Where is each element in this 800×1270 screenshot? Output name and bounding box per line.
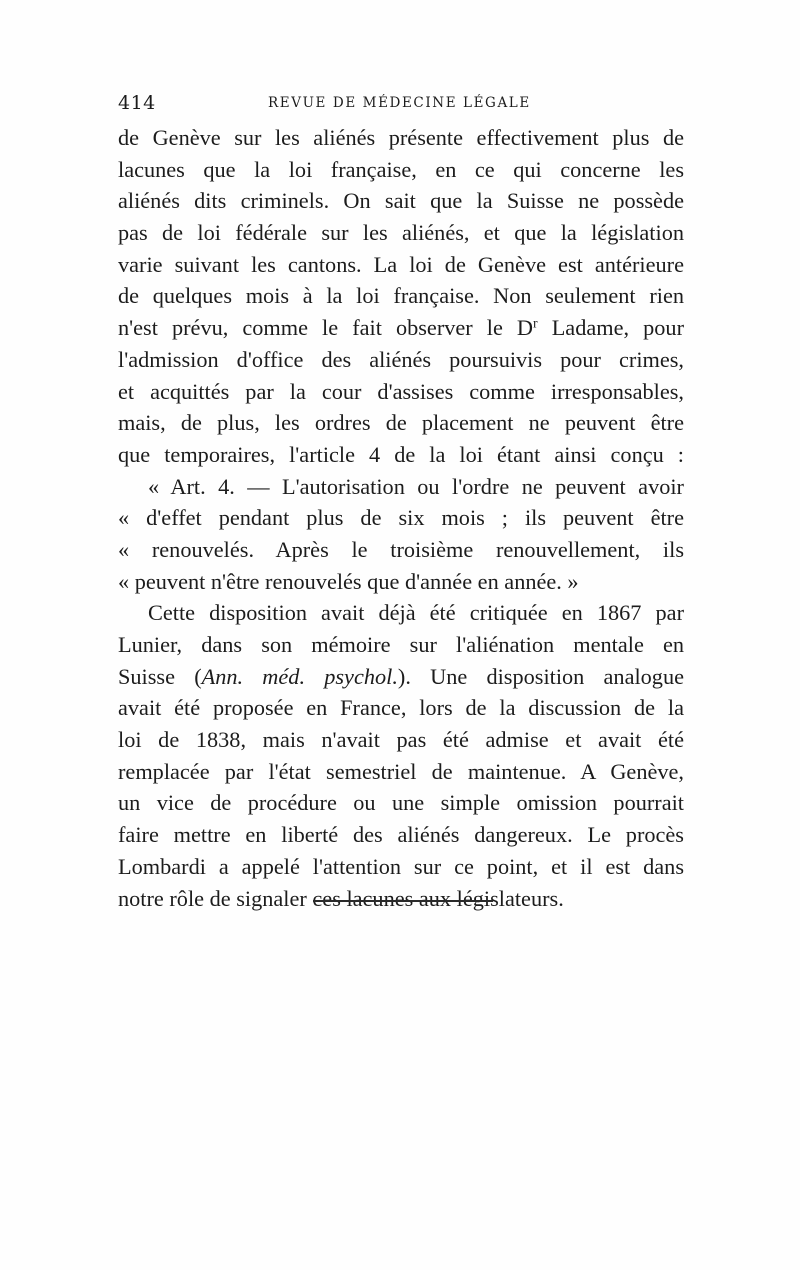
text-line: mais, de plus, les ordres de placement ne peuvent être xyxy=(118,410,684,436)
text-line xyxy=(118,661,684,693)
text-line: aliénés dits criminels. On sait que la Suisse ne possède xyxy=(118,188,684,214)
text-line: un vice de procédure ou une simple omission pourrait xyxy=(118,790,684,816)
text-line: notre rôle de signaler ces lacunes aux législateurs. xyxy=(118,885,564,911)
quote-line: « renouvelés. Après le troisième renouvellement, ils xyxy=(118,536,684,562)
quote-line: « Art. 4. — L'autorisation ou l'ordre ne peuvent avoir xyxy=(148,473,684,499)
text-line: Lombardi a appelé l'attention sur ce point, et il est dans xyxy=(118,853,684,879)
text-line: pas de loi fédérale sur les aliénés, et que la législation xyxy=(118,220,684,246)
text-fragment: ). Une disposition analogue xyxy=(397,663,685,689)
text-line: avait été proposée en France, lors de la discussion de la xyxy=(118,695,684,721)
quote-line: « peuvent n'être renouvelés que d'année en année. » xyxy=(118,568,579,594)
text-line: et acquittés par la cour d'assises comme irresponsables, xyxy=(118,378,684,404)
text-line: Cette disposition avait déjà été critiquée en 1867 par xyxy=(148,600,684,626)
quote-line: « d'effet pendant plus de six mois ; ils peuvent être xyxy=(118,505,684,531)
text-line: que temporaires, l'article 4 de la loi étant ainsi conçu : xyxy=(118,441,684,467)
running-title: REVUE DE MÉDECINE LÉGALE xyxy=(268,95,531,111)
page-number: 414 xyxy=(118,92,156,114)
body-text xyxy=(118,122,684,914)
text-line: faire mettre en liberté des aliénés dangereux. Le procès xyxy=(118,822,684,848)
text-line: varie suivant les cantons. La loi de Genève est antérieure xyxy=(118,251,684,277)
text-line: lacunes que la loi française, en ce qui concerne les xyxy=(118,156,684,182)
text-line xyxy=(118,312,684,344)
citation: Ann. méd. psychol. xyxy=(201,663,398,689)
text-fragment: Ladame, pour xyxy=(537,315,684,341)
running-head xyxy=(118,92,678,116)
text-fragment: Suisse ( xyxy=(118,663,202,689)
section-rule xyxy=(313,900,493,902)
text-line: l'admission d'office des aliénés poursuivis pour crimes, xyxy=(118,346,684,372)
superscript: r xyxy=(533,315,538,331)
text-line: loi de 1838, mais n'avait pas été admise et avait été xyxy=(118,727,684,753)
text-line: remplacée par l'état semestriel de maintenue. A Genève, xyxy=(118,758,684,784)
text-line: de quelques mois à la loi française. Non seulement rien xyxy=(118,283,684,309)
text-line: Lunier, dans son mémoire sur l'aliénation mentale en xyxy=(118,632,684,657)
text-line: de Genève sur les aliénés présente effectivement plus de xyxy=(118,125,684,150)
text-fragment: n'est prévu, comme le fait observer le D xyxy=(118,315,534,341)
